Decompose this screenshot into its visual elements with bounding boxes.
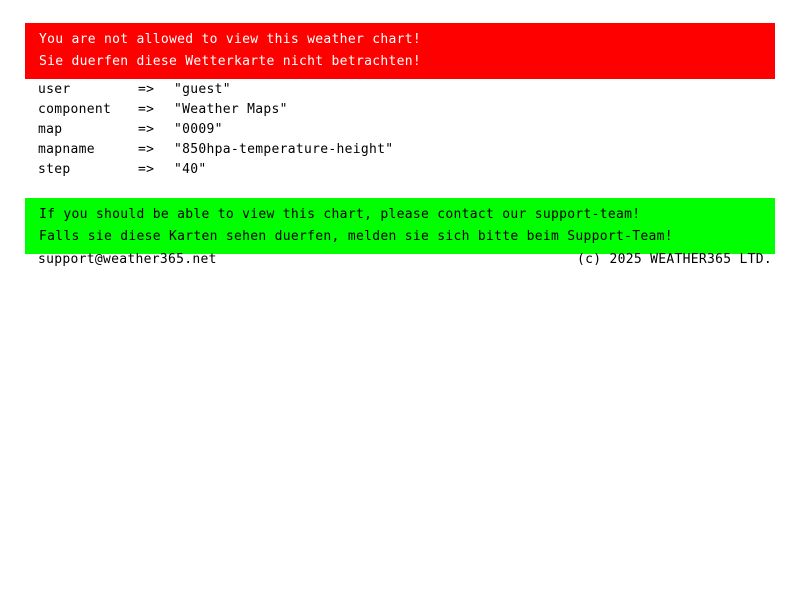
detail-value-map: "0009": [174, 122, 223, 137]
request-details-table: [38, 80, 393, 180]
table-row: [38, 120, 393, 140]
detail-value-step: "40": [174, 162, 207, 177]
detail-arrow: =>: [138, 162, 155, 177]
detail-key-step: step: [38, 162, 71, 177]
support-message-en: If you should be able to view this chart, please contact our support-team!: [39, 207, 641, 222]
detail-key-user: user: [38, 82, 71, 97]
detail-arrow: =>: [138, 142, 155, 157]
detail-value-user: "guest": [174, 82, 231, 97]
detail-value-mapname: "850hpa-temperature-height": [174, 142, 394, 157]
support-message-de: Falls sie diese Karten sehen duerfen, melden sie sich bitte beim Support-Team!: [39, 229, 673, 244]
page-footer: [38, 250, 772, 270]
detail-value-component: "Weather Maps": [174, 102, 288, 117]
detail-key-map: map: [38, 122, 63, 137]
detail-key-component: component: [38, 102, 112, 117]
error-banner: [25, 23, 775, 79]
table-row: [38, 100, 393, 120]
table-row: [38, 80, 393, 100]
detail-key-mapname: mapname: [38, 142, 95, 157]
detail-arrow: =>: [138, 82, 155, 97]
support-email-link[interactable]: support@weather365.net: [38, 252, 217, 267]
copyright-text: (c) 2025 WEATHER365 LTD.: [576, 252, 772, 267]
table-row: [38, 140, 393, 160]
table-row: [38, 160, 393, 180]
detail-arrow: =>: [138, 102, 155, 117]
error-message-de: Sie duerfen diese Wetterkarte nicht betrachten!: [39, 54, 421, 69]
error-message-en: You are not allowed to view this weather chart!: [39, 32, 421, 47]
support-banner: [25, 198, 775, 254]
detail-arrow: =>: [138, 122, 155, 137]
